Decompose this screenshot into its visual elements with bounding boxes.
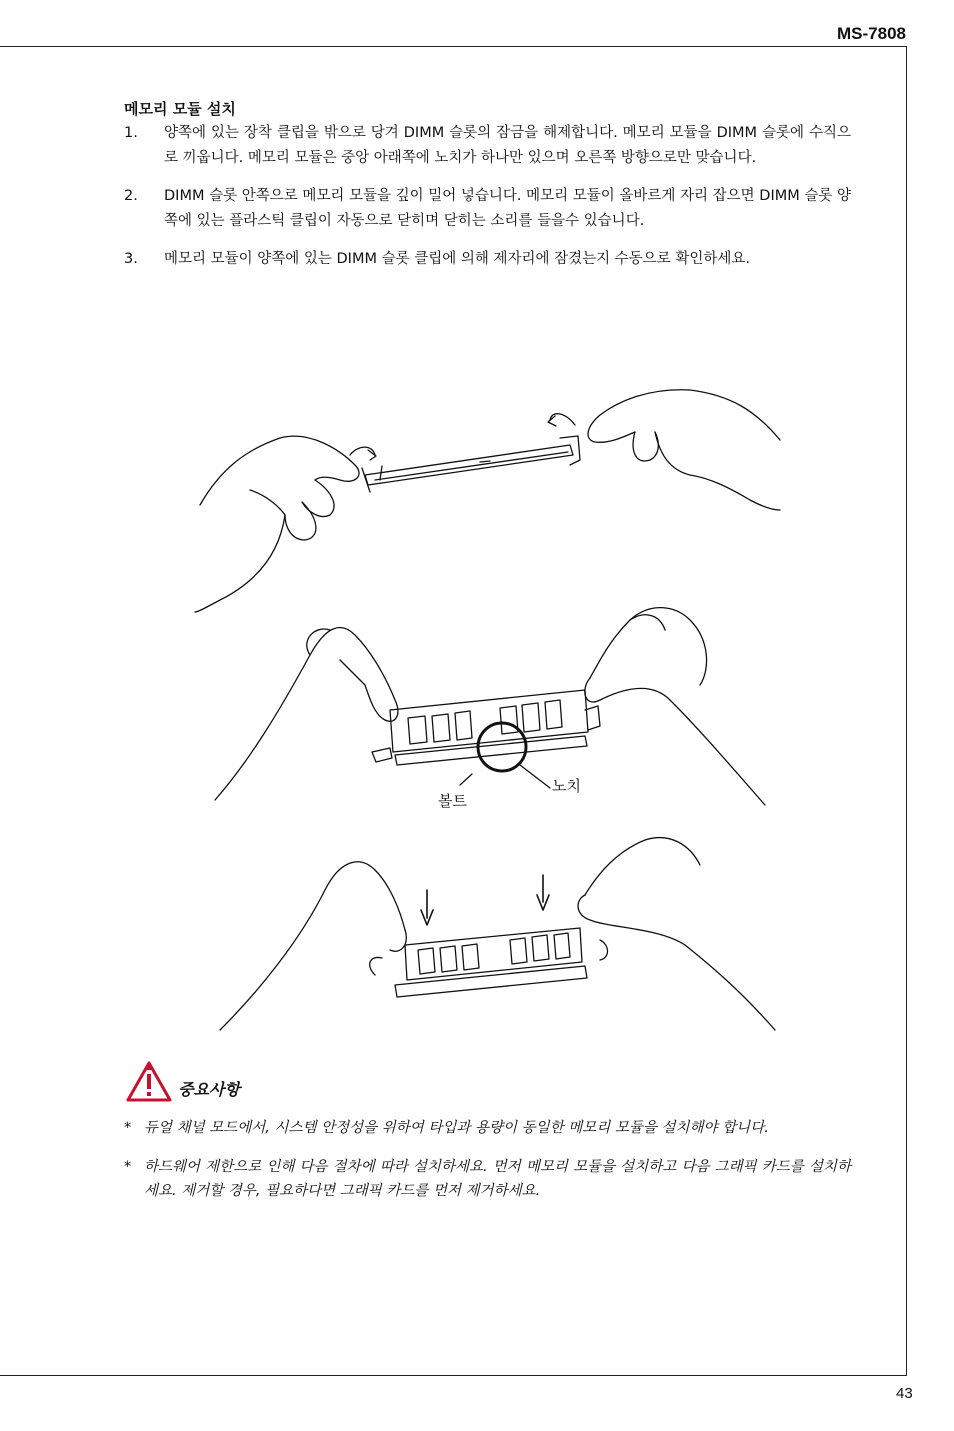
section-title: 메모리 모듈 설치	[124, 100, 236, 118]
step-item	[124, 184, 851, 233]
note-bullet: *	[124, 1120, 132, 1136]
step-text: DIMM 슬롯 안쪽으로 메모리 모듈을 깊이 밀어 넣습니다. 메모리 모듈이 올바르게 자리 잡으면 DIMM 슬롯 양쪽에 있는 플라스틱 클립이 자동으로 닫히며 닫히는 소리를 들을수 있습니다.	[164, 188, 851, 229]
figure-open-clips	[195, 390, 780, 612]
step-number: 3.	[124, 251, 138, 267]
figure-insert-module	[215, 608, 765, 805]
step-item	[124, 247, 851, 272]
note-item	[124, 1116, 851, 1141]
margin-rule	[906, 46, 907, 1376]
important-notice	[124, 1060, 851, 1218]
note-bullet: *	[124, 1158, 132, 1175]
dimm-illustration-svg	[190, 380, 790, 1040]
dimm-install-illustration	[190, 380, 790, 1040]
step-text: 양쪽에 있는 장착 클립을 밖으로 당겨 DIMM 슬롯의 잠금을 해제합니다. 메모리 모듈을 DIMM 슬롯에 수직으로 끼웁니다. 메모리 모듈은 중앙 아래쪽에 노치가 하나만 있으며 오른쪽 방향으로만 맞습니다.	[164, 125, 851, 166]
notice-title: 중요사항	[178, 1080, 240, 1099]
note-item	[124, 1155, 851, 1204]
step-text: 메모리 모듈이 양쪽에 있는 DIMM 슬롯 클립에 의해 제자리에 잠겼는지 수동으로 확인하세요.	[164, 251, 751, 267]
volt-label: 볼트	[438, 792, 467, 810]
figure-press-down	[220, 838, 775, 1030]
header-rule	[0, 46, 907, 47]
page-number: 43	[896, 1385, 913, 1402]
step-number: 1.	[124, 125, 138, 141]
note-text: 듀얼 채널 모드에서, 시스템 안정성을 위하여 타입과 용량이 동일한 메모리 모듈을 설치해야 합니다.	[144, 1120, 769, 1136]
notice-notes	[124, 1116, 851, 1204]
note-text: 하드웨어 제한으로 인해 다음 절차에 따라 설치하세요. 먼저 메모리 모듈을 설치하고 다음 그래픽 카드를 설치하세요. 제거할 경우, 필요하다면 그래픽 카드를 먼저 제거하세요.	[144, 1158, 851, 1199]
notch-label: 노치	[552, 777, 581, 795]
warning-triangle-icon	[126, 1060, 172, 1102]
step-number: 2.	[124, 188, 138, 204]
notice-header	[126, 1060, 851, 1102]
memory-install-section	[124, 98, 851, 286]
model-number: MS-7808	[837, 24, 906, 43]
install-steps	[124, 121, 851, 272]
step-item	[124, 121, 851, 170]
footer-rule	[0, 1375, 907, 1376]
